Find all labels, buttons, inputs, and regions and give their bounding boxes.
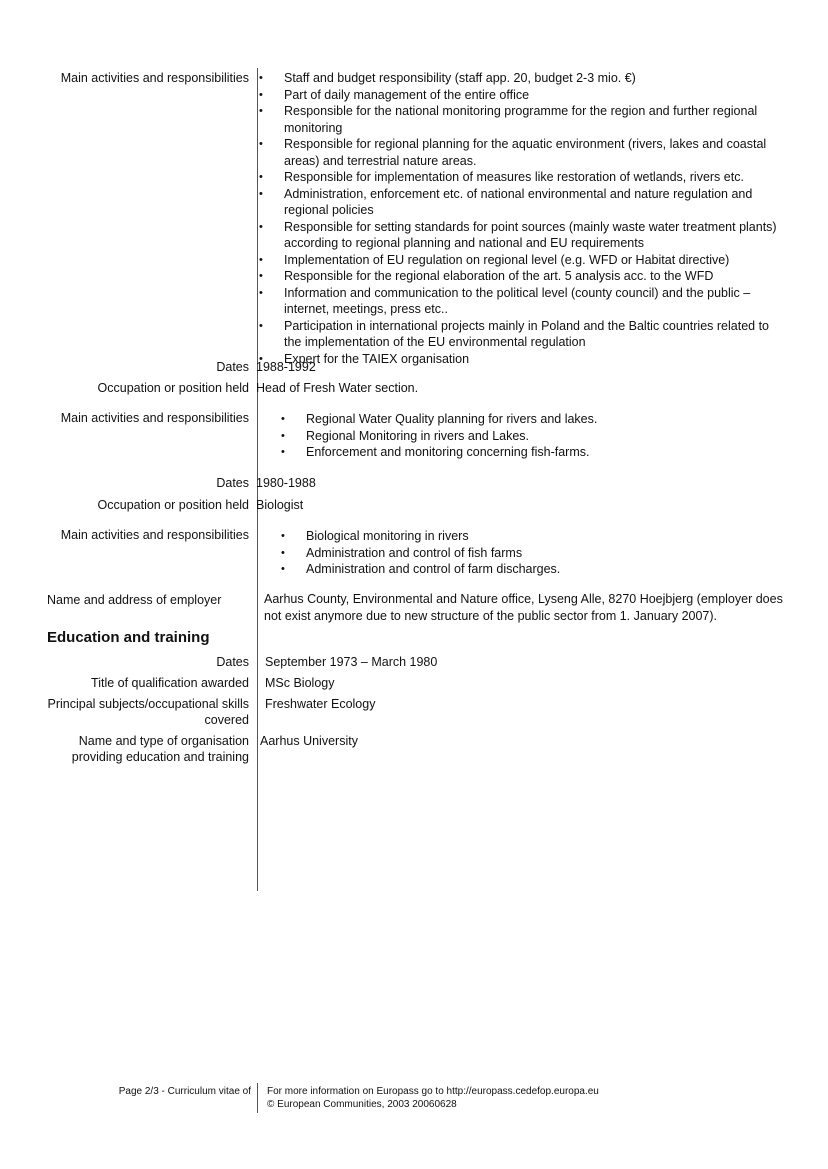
footer-europass-info: For more information on Europass go to http://europass.cedefop.europa.eu: [267, 1086, 599, 1097]
employer-value: Aarhus County, Environmental and Nature office, Lyseng Alle, 8270 Hoejbjerg (employer does not exist anymore due to new structure of the public sector from 1. January 2007).: [264, 592, 783, 623]
list-item: • Responsible for setting standards for point sources (mainly waste water treatment plants) according to regional planning and national and EU requirements: [258, 219, 778, 252]
dates-label: Dates: [216, 360, 249, 374]
list-item: • Administration and control of fish farms: [280, 545, 760, 562]
organisation-label: Name and type of organisation: [78, 734, 249, 748]
employer-label: Name and address of employer: [47, 593, 222, 607]
subjects-label: Principal subjects/occupational skills: [47, 697, 249, 711]
list-item: • Enforcement and monitoring concerning fish-farms.: [280, 444, 760, 461]
list-item: • Regional Water Quality planning for rivers and lakes.: [280, 411, 760, 428]
footer-divider: [257, 1083, 258, 1113]
subjects-value: Freshwater Ecology: [265, 697, 376, 711]
footer-copyright: © European Communities, 2003 20060628: [267, 1099, 457, 1110]
occupation-value: Biologist: [256, 498, 304, 512]
list-item: • Responsible for the regional elaboration of the art. 5 analysis acc. to the WFD: [258, 268, 778, 285]
section-heading: Education and training: [47, 629, 210, 646]
occupation-value: Head of Fresh Water section.: [256, 381, 419, 395]
activities-label: Main activities and responsibilities: [60, 71, 249, 85]
list-item: • Information and communication to the political level (county council) and the public – internet, meetings, press etc..: [258, 285, 778, 318]
list-item: • Responsible for regional planning for the aquatic environment (rivers, lakes and coastal areas) and terrestrial nature areas.: [258, 136, 778, 169]
list-item: • Participation in international projects mainly in Poland and the Baltic countries related to the implementation of the EU environmental regulation: [258, 318, 778, 351]
dates-value: 1988-1992: [256, 360, 316, 374]
list-item: • Part of daily management of the entire office: [258, 87, 778, 104]
occupation-label: Occupation or position held: [97, 498, 249, 512]
activities-label: Main activities and responsibilities: [60, 528, 249, 542]
activities-list: [280, 528, 760, 578]
subjects-label-cont: covered: [204, 713, 249, 727]
list-item: • Expert for the TAIEX organisation: [258, 351, 778, 368]
list-item: • Responsible for implementation of measures like restoration of wetlands, rivers etc.: [258, 169, 778, 186]
organisation-value: Aarhus University: [260, 734, 358, 748]
qualification-label: Title of qualification awarded: [91, 676, 249, 690]
list-item: • Staff and budget responsibility (staff app. 20, budget 2-3 mio. €): [258, 70, 778, 87]
organisation-label-cont: providing education and training: [71, 750, 249, 764]
list-item: • Administration, enforcement etc. of national environmental and nature regulation and regional policies: [258, 186, 778, 219]
list-item: • Administration and control of farm discharges.: [280, 561, 760, 578]
dates-value: 1980-1988: [256, 476, 316, 490]
dates-label: Dates: [216, 476, 249, 490]
list-item: • Regional Monitoring in rivers and Lakes.: [280, 428, 760, 445]
qualification-value: MSc Biology: [265, 676, 335, 690]
education-dates-label: Dates: [216, 655, 249, 669]
occupation-label: Occupation or position held: [97, 381, 249, 395]
list-item: • Implementation of EU regulation on regional level (e.g. WFD or Habitat directive): [258, 252, 778, 269]
education-dates-value: September 1973 – March 1980: [265, 655, 438, 669]
list-item: • Responsible for the national monitoring programme for the region and further regional monitoring: [258, 103, 778, 136]
list-item: • Biological monitoring in rivers: [280, 528, 760, 545]
footer-page-info: Page 2/3 - Curriculum vitae of: [118, 1086, 251, 1097]
activities-list: [280, 411, 760, 461]
activities-list: [258, 70, 778, 367]
activities-label: Main activities and responsibilities: [60, 411, 249, 425]
